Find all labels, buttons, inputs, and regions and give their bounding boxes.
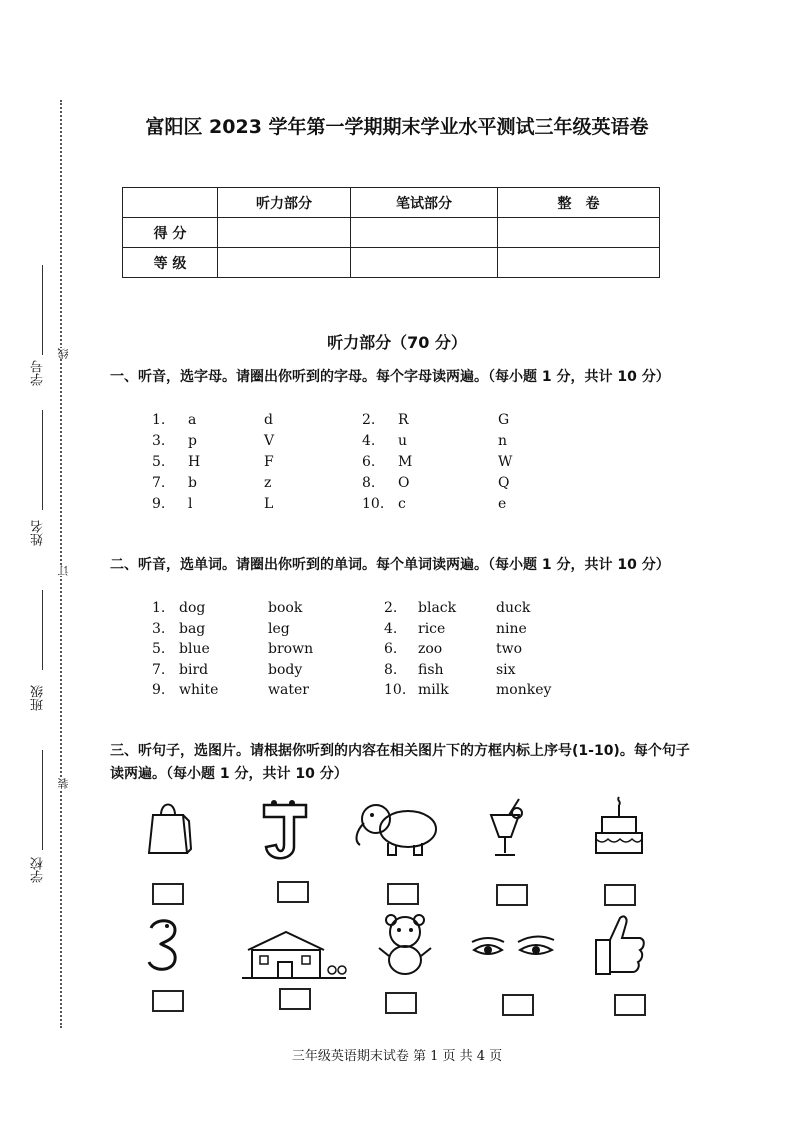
class-label: 班级 — [31, 685, 46, 711]
score-cell[interactable] — [351, 218, 498, 248]
question-number: 5. — [152, 454, 166, 470]
grade-cell[interactable] — [351, 248, 498, 278]
question-number: 8. — [362, 475, 376, 491]
question-number: 1. — [152, 412, 166, 428]
answer-option[interactable]: leg — [268, 620, 290, 637]
answer-option[interactable]: dog — [179, 600, 206, 616]
question-row — [152, 682, 572, 703]
score-header-listening: 听力部分 — [218, 188, 351, 218]
answer-option[interactable]: L — [264, 496, 274, 512]
answer-box-3[interactable] — [387, 883, 419, 905]
school-label: 学校 — [31, 857, 46, 883]
score-row-label: 得 分 — [123, 218, 218, 248]
score-cell[interactable] — [218, 218, 351, 248]
school-underline — [42, 750, 43, 850]
answer-option[interactable]: a — [188, 412, 197, 428]
question-number: 2. — [362, 412, 376, 428]
score-table — [122, 187, 660, 278]
question-number: 7. — [152, 475, 166, 491]
answer-option[interactable]: monkey — [496, 682, 552, 698]
part2-word-grid — [152, 600, 572, 703]
answer-box-1[interactable] — [152, 883, 184, 905]
listening-section-title: 听力部分（70 分） — [327, 333, 467, 352]
part1-letter-grid — [152, 412, 552, 517]
answer-option[interactable]: fish — [418, 661, 444, 678]
question-number: 1. — [152, 600, 166, 616]
answer-option[interactable]: W — [498, 454, 513, 470]
part3-instruction: 三、听句子，选图片。请根据你听到的内容在相关图片下的方框内标上序号(1-10)。每个句子读两遍。（每小题 1 分，共计 10 分） — [110, 743, 690, 782]
answer-option[interactable]: nine — [496, 620, 527, 637]
score-header-writing: 笔试部分 — [351, 188, 498, 218]
bear-picture — [373, 912, 437, 978]
answer-option[interactable]: O — [398, 475, 410, 491]
letter-j-picture — [258, 795, 312, 865]
juice-picture — [483, 795, 527, 861]
question-row — [152, 433, 552, 454]
answer-option[interactable]: duck — [496, 600, 531, 616]
binding-mark-bind: 装 — [57, 778, 70, 789]
binding-line — [60, 100, 62, 1028]
student-id-label: 学号 — [31, 360, 46, 386]
question-number: 9. — [152, 496, 166, 512]
answer-option[interactable]: rice — [418, 620, 446, 637]
answer-option[interactable]: H — [188, 454, 201, 470]
answer-option[interactable]: water — [268, 682, 309, 698]
question-number: 10. — [362, 496, 385, 512]
answer-option[interactable]: u — [398, 433, 408, 449]
school-picture — [238, 922, 350, 984]
question-row — [152, 475, 552, 496]
class-underline — [42, 590, 43, 670]
question-row — [152, 641, 572, 662]
answer-box-2[interactable] — [277, 881, 309, 903]
eyes-picture — [470, 932, 556, 972]
question-number: 2. — [384, 600, 398, 616]
answer-option[interactable]: p — [188, 433, 197, 449]
name-underline — [42, 410, 43, 510]
answer-option[interactable]: F — [264, 454, 274, 470]
binding-mark-line: 线 — [57, 348, 70, 359]
question-number: 8. — [384, 661, 398, 678]
cake-picture — [590, 795, 648, 859]
answer-option[interactable]: blue — [179, 641, 210, 657]
bag-picture — [143, 795, 193, 857]
answer-option[interactable]: R — [398, 412, 409, 428]
grade-row-label: 等 级 — [123, 248, 218, 278]
answer-option[interactable]: two — [496, 641, 523, 657]
answer-option[interactable]: d — [264, 412, 273, 428]
question-number: 7. — [152, 661, 166, 678]
answer-option[interactable]: zoo — [418, 641, 443, 657]
answer-option[interactable]: body — [268, 661, 303, 678]
question-number: 10. — [384, 682, 407, 698]
elephant-picture — [352, 797, 444, 859]
question-row — [152, 412, 552, 433]
question-row — [152, 496, 552, 517]
answer-box-10[interactable] — [614, 994, 646, 1016]
answer-box-9[interactable] — [502, 994, 534, 1016]
question-row — [152, 621, 572, 642]
answer-option[interactable]: Q — [498, 475, 510, 491]
question-number: 5. — [152, 641, 166, 657]
part1-instruction: 一、听音，选字母。请圈出你听到的字母。每个字母读两遍。（每小题 1 分，共计 10 分） — [110, 369, 670, 385]
question-number: 4. — [362, 433, 376, 449]
score-header-blank — [123, 188, 218, 218]
answer-option[interactable]: e — [498, 496, 507, 512]
grade-cell[interactable] — [218, 248, 351, 278]
answer-box-8[interactable] — [385, 992, 417, 1014]
answer-option[interactable]: G — [498, 412, 510, 428]
answer-box-5[interactable] — [604, 884, 636, 906]
answer-option[interactable]: V — [264, 433, 275, 449]
question-number: 6. — [384, 641, 398, 657]
question-number: 3. — [152, 433, 166, 449]
answer-option[interactable]: bag — [179, 620, 206, 637]
question-row — [152, 454, 552, 475]
answer-option[interactable]: c — [398, 496, 406, 512]
answer-option[interactable]: bird — [179, 661, 209, 678]
answer-box-7[interactable] — [279, 988, 311, 1010]
answer-box-4[interactable] — [496, 884, 528, 906]
answer-option[interactable]: book — [268, 600, 303, 616]
question-row — [152, 600, 572, 621]
answer-option[interactable]: milk — [418, 682, 449, 698]
answer-option[interactable]: six — [496, 661, 516, 678]
question-number: 6. — [362, 454, 376, 470]
question-number: 9. — [152, 682, 166, 698]
page-title: 富阳区 2023 学年第一学期期末学业水平测试三年级英语卷 — [145, 116, 649, 138]
score-cell[interactable] — [498, 218, 660, 248]
name-label: 姓名 — [31, 520, 46, 546]
question-number: 3. — [152, 620, 166, 637]
answer-option[interactable]: n — [498, 433, 508, 449]
answer-option[interactable]: z — [264, 475, 272, 491]
part2-instruction: 二、听音，选单词。请圈出你听到的单词。每个单词读两遍。（每小题 1 分，共计 10 分） — [110, 557, 670, 573]
question-row — [152, 662, 572, 683]
score-header-total: 整 卷 — [498, 188, 660, 218]
number-three-picture — [145, 918, 181, 972]
answer-box-6[interactable] — [152, 990, 184, 1012]
answer-option[interactable]: b — [188, 475, 197, 491]
binding-mark-staple: 订 — [57, 565, 70, 576]
page-footer: 三年级英语期末试卷 第 1 页 共 4 页 — [291, 1049, 503, 1064]
answer-option[interactable]: brown — [268, 641, 314, 657]
answer-option[interactable]: black — [418, 600, 457, 616]
answer-option[interactable]: M — [398, 454, 413, 470]
thumb-up-picture — [590, 912, 648, 980]
question-number: 4. — [384, 620, 398, 637]
answer-option[interactable]: white — [179, 682, 219, 698]
grade-cell[interactable] — [498, 248, 660, 278]
answer-option[interactable]: l — [188, 496, 193, 512]
